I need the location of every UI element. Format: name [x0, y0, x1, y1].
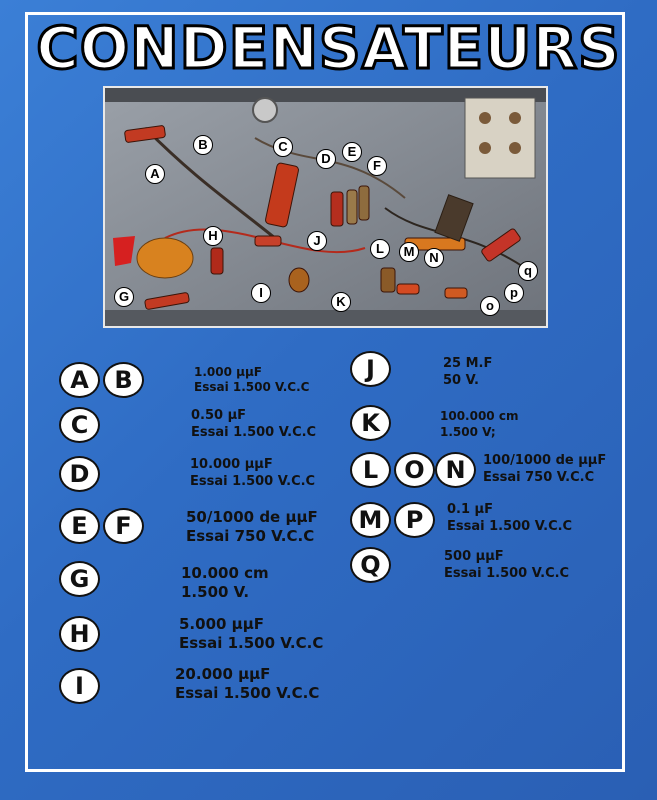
photo-label-m: M — [399, 242, 419, 262]
legend-lon-desc — [483, 452, 606, 486]
legend-ef-value: 50/1000 de µµF — [186, 508, 318, 526]
legend-letter-k: K — [350, 405, 391, 441]
page-title: CONDENSATEURS — [36, 14, 621, 82]
photo-label-f: F — [367, 156, 387, 176]
legend-ab-desc — [194, 365, 309, 395]
legend-q-value: 500 µµF — [444, 549, 504, 564]
legend-mp-test: Essai 1.500 V.C.C — [447, 519, 573, 534]
legend-d-test: Essai 1.500 V.C.C — [190, 474, 316, 489]
legend-ab-test: Essai 1.500 V.C.C — [194, 380, 310, 394]
legend-i-value: 20.000 µµF — [175, 665, 271, 683]
photo-label-o: o — [480, 296, 500, 316]
legend-g-value: 10.000 cm — [181, 564, 269, 582]
photo-label-n: N — [424, 248, 444, 268]
legend-letter-e: E — [59, 508, 100, 544]
legend-letter-n: N — [435, 452, 476, 488]
legend-g-test: 1.500 V. — [181, 583, 250, 601]
photo-label-h: H — [203, 226, 223, 246]
legend-k-value: 100.000 cm — [440, 409, 519, 423]
legend-mp-desc — [447, 501, 572, 535]
photo-label-c: C — [273, 137, 293, 157]
legend-lon-value: 100/1000 de µµF — [483, 453, 607, 468]
legend-letter-m: M — [350, 502, 391, 538]
legend-letter-p: P — [394, 502, 435, 538]
photo-label-i: I — [251, 283, 271, 303]
legend-letter-h: H — [59, 616, 100, 652]
legend-letter-l: L — [350, 452, 391, 488]
legend-h-value: 5.000 µµF — [179, 615, 264, 633]
legend-letter-j: J — [350, 351, 391, 387]
photo-label-j: J — [307, 231, 327, 251]
chassis-photo — [103, 86, 548, 328]
legend-c-desc — [191, 407, 316, 441]
legend-letter-a: A — [59, 362, 100, 398]
legend-h-desc — [179, 615, 323, 653]
legend-g-desc — [181, 564, 269, 602]
legend-letter-g: G — [59, 561, 100, 597]
legend-j-test: 50 V. — [443, 373, 479, 388]
legend-d-value: 10.000 µµF — [190, 457, 273, 472]
legend-letter-d: D — [59, 456, 100, 492]
photo-label-p: p — [504, 283, 524, 303]
legend-lon-test: Essai 750 V.C.C — [483, 470, 595, 485]
photo-label-q: q — [518, 261, 538, 281]
photo-label-k: K — [331, 292, 351, 312]
photo-label-l: L — [370, 239, 390, 259]
legend-k-desc — [440, 408, 518, 440]
legend-k-test: 1.500 V; — [440, 425, 496, 439]
legend-d-desc — [190, 456, 315, 490]
legend-i-test: Essai 1.500 V.C.C — [175, 684, 320, 702]
legend-letter-f: F — [103, 508, 144, 544]
legend-letter-o: O — [394, 452, 435, 488]
legend-ab-value: 1.000 µµF — [194, 365, 262, 379]
photo-label-d: D — [316, 149, 336, 169]
legend-letter-b: B — [103, 362, 144, 398]
legend-ef-test: Essai 750 V.C.C — [186, 527, 315, 545]
legend-ef-desc — [186, 508, 318, 546]
legend-q-test: Essai 1.500 V.C.C — [444, 566, 570, 581]
legend-c-value: 0.50 µF — [191, 408, 247, 423]
legend-i-desc — [175, 665, 319, 703]
legend-mp-value: 0.1 µF — [447, 502, 494, 517]
legend-q-desc — [444, 548, 569, 582]
legend-letter-c: C — [59, 407, 100, 443]
photo-label-e: E — [342, 142, 362, 162]
legend-letter-q: Q — [350, 547, 391, 583]
photo-label-b: B — [193, 135, 213, 155]
photo-label-a: A — [145, 164, 165, 184]
chassis-illustration — [105, 88, 546, 326]
legend-j-desc — [443, 355, 492, 389]
photo-label-g: G — [114, 287, 134, 307]
legend-j-value: 25 M.F — [443, 356, 493, 371]
legend-letter-i: I — [59, 668, 100, 704]
legend-h-test: Essai 1.500 V.C.C — [179, 634, 324, 652]
legend-c-test: Essai 1.500 V.C.C — [191, 425, 317, 440]
